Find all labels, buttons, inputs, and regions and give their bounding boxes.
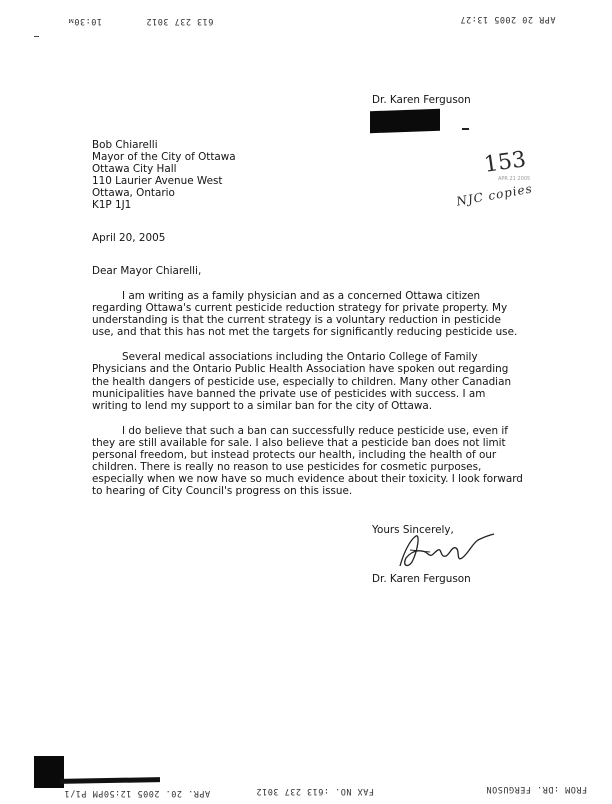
fax-footer-right: FROM :DR. FERGUSON bbox=[486, 784, 588, 794]
letter-date: April 20, 2005 bbox=[92, 232, 166, 244]
fax-header-right: APR 20 2005 13:27 bbox=[460, 14, 556, 24]
recipient-name: Bob Chiarelli bbox=[92, 139, 158, 151]
body-paragraph-2: Several medical associations including the Ontario College of Family Physicians and the Ontario Public Health Association have spoken out regarding the health dangers of pesticide use, especially to children. Many other Canadian municipalities have banned the private use of pesticides with success. I am writing to lend my support to a similar ban for the city of Ottawa. bbox=[92, 351, 512, 412]
scan-speck bbox=[34, 36, 39, 37]
received-stamp: APR 21 2005 bbox=[498, 176, 531, 182]
handwritten-signature bbox=[390, 532, 500, 572]
fax-footer-left: APR. 20. 2005 12:50PM P1/1 bbox=[64, 788, 211, 798]
fax-header-left: 10:30ᴍ bbox=[68, 16, 102, 26]
recipient-street: 110 Laurier Avenue West bbox=[92, 175, 223, 187]
redacted-address-bar bbox=[370, 109, 440, 133]
body-paragraph-1: I am writing as a family physician and as a concerned Ottawa citizen regarding Ottawa's current pesticide reduction strategy for private property. My understanding is that the current strategy is a voluntary reduction in pesticide use, and that this has not met the targets for significantly reducing pesticide use. bbox=[92, 290, 518, 339]
recipient-title: Mayor of the City of Ottawa bbox=[92, 151, 236, 163]
handwritten-note: NJC copies bbox=[455, 181, 534, 209]
handwritten-number: 153 bbox=[482, 147, 528, 178]
body-paragraph-3: I do believe that such a ban can successfully reduce pesticide use, even if they are still available for sale. I also believe that a pesticide ban does not limit personal freedom, but instead protects our health, including the health of our children. There is really no reason to use pesticides for cosmetic purposes, especially when we now have so much evidence about their toxicity. I look forward to hearing of City Council's progress on this issue. bbox=[92, 424, 523, 498]
letter-body bbox=[92, 290, 524, 497]
fax-header-middle: 613 237 3012 bbox=[146, 16, 214, 26]
letterhead-name: Dr. Karen Ferguson bbox=[372, 94, 471, 106]
redacted-dash bbox=[462, 128, 469, 130]
signature-name: Dr. Karen Ferguson bbox=[372, 573, 471, 585]
recipient-postal: K1P 1J1 bbox=[92, 199, 132, 211]
closing: Yours Sincerely, bbox=[372, 524, 454, 536]
recipient-building: Ottawa City Hall bbox=[92, 163, 177, 175]
salutation: Dear Mayor Chiarelli, bbox=[92, 265, 202, 277]
fax-footer-middle: FAX NO. :613 237 3012 bbox=[256, 786, 374, 796]
recipient-city: Ottawa, Ontario bbox=[92, 187, 175, 199]
scan-black-streak bbox=[60, 777, 160, 784]
